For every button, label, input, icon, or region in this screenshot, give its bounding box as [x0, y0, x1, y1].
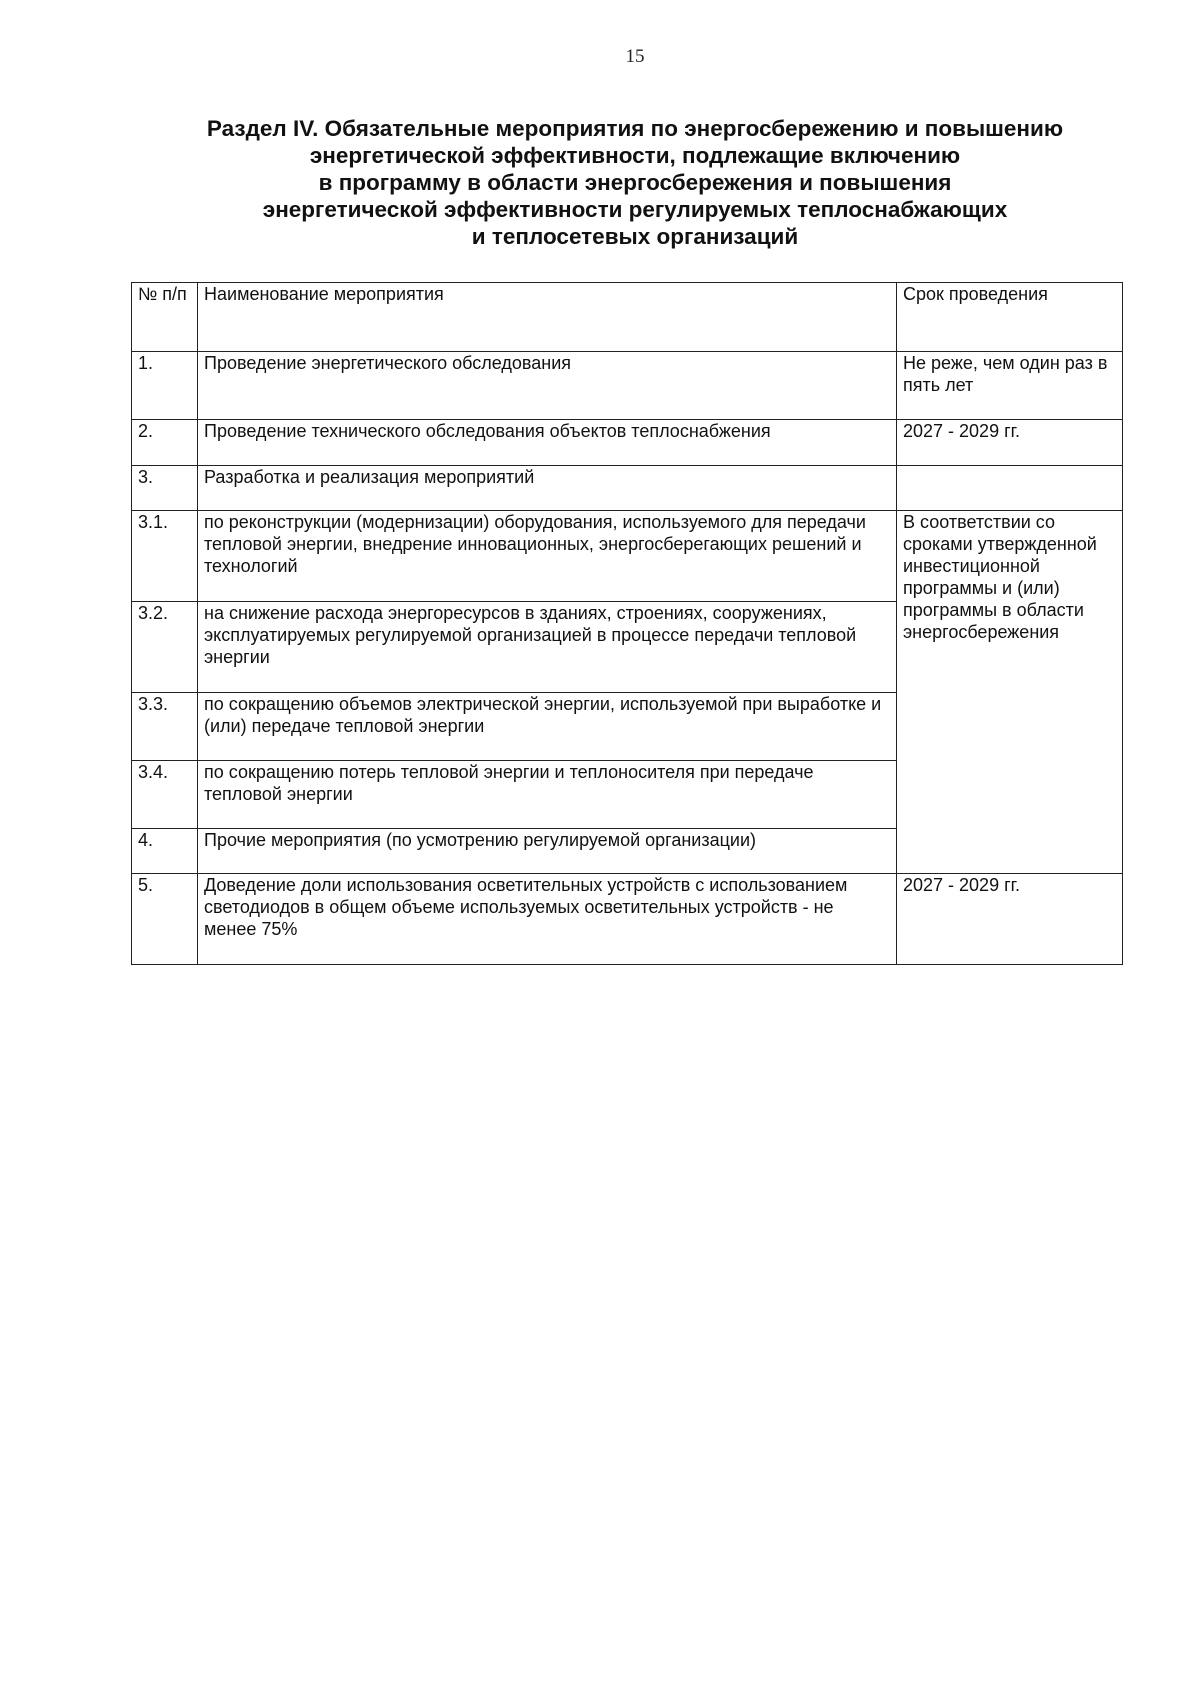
section-title-line: Раздел IV. Обязательные мероприятия по энергосбережению и повышению: [206, 116, 1064, 141]
row-name: Проведение технического обследования объектов теплоснабжения: [198, 420, 897, 466]
row-term: [897, 466, 1123, 511]
row-name: на снижение расхода энергоресурсов в зданиях, строениях, сооружениях, эксплуатируемых регулируемой организацией в процессе передачи тепловой энергии: [198, 602, 897, 693]
row-name: Проведение энергетического обследования: [198, 352, 897, 420]
table-row: [132, 420, 1123, 466]
row-number: 3.4.: [132, 761, 198, 829]
row-number: 4.: [132, 829, 198, 874]
row-term: Не реже, чем один раз в пять лет: [897, 352, 1123, 420]
header-term: Срок проведения: [897, 283, 1123, 352]
row-term: 2027 - 2029 гг.: [897, 874, 1123, 965]
section-title-line: энергетической эффективности, подлежащие включению: [309, 143, 961, 168]
row-number: 1.: [132, 352, 198, 420]
row-name: по сокращению объемов электрической энергии, используемой при выработке и (или) передаче тепловой энергии: [198, 693, 897, 761]
row-name: Доведение доли использования осветительных устройств с использованием светодиодов в общем объеме используемых осветительных устройств - не менее 75%: [198, 874, 897, 965]
section-title-line: энергетической эффективности регулируемых теплоснабжающих: [262, 197, 1008, 222]
header-name: Наименование мероприятия: [198, 283, 897, 352]
table-row: [132, 874, 1123, 965]
table-row: [132, 466, 1123, 511]
table-row: [132, 352, 1123, 420]
row-name: Прочие мероприятия (по усмотрению регулируемой организации): [198, 829, 897, 874]
row-name: по сокращению потерь тепловой энергии и теплоносителя при передаче тепловой энергии: [198, 761, 897, 829]
section-title-line: и теплосетевых организаций: [471, 224, 799, 249]
table-row: [132, 511, 1123, 602]
row-name: по реконструкции (модернизации) оборудования, используемого для передачи тепловой энергии, внедрение инновационных, энергосберегающих решений и технологий: [198, 511, 897, 602]
table-header-row: [132, 283, 1123, 352]
merged-term-cell: В соответствии со сроками утвержденной инвестиционной программы и (или) программы в области энергосбережения: [897, 511, 1123, 874]
measures-table: [131, 282, 1123, 965]
page-number: 15: [625, 46, 645, 67]
row-number: 3.3.: [132, 693, 198, 761]
row-term: 2027 - 2029 гг.: [897, 420, 1123, 466]
row-number: 3.1.: [132, 511, 198, 602]
header-number: № п/п: [132, 283, 198, 352]
row-number: 3.2.: [132, 602, 198, 693]
row-name: Разработка и реализация мероприятий: [198, 466, 897, 511]
section-title: [140, 115, 1130, 250]
row-number: 5.: [132, 874, 198, 965]
row-number: 2.: [132, 420, 198, 466]
row-number: 3.: [132, 466, 198, 511]
section-title-line: в программу в области энергосбережения и повышения: [318, 170, 952, 195]
